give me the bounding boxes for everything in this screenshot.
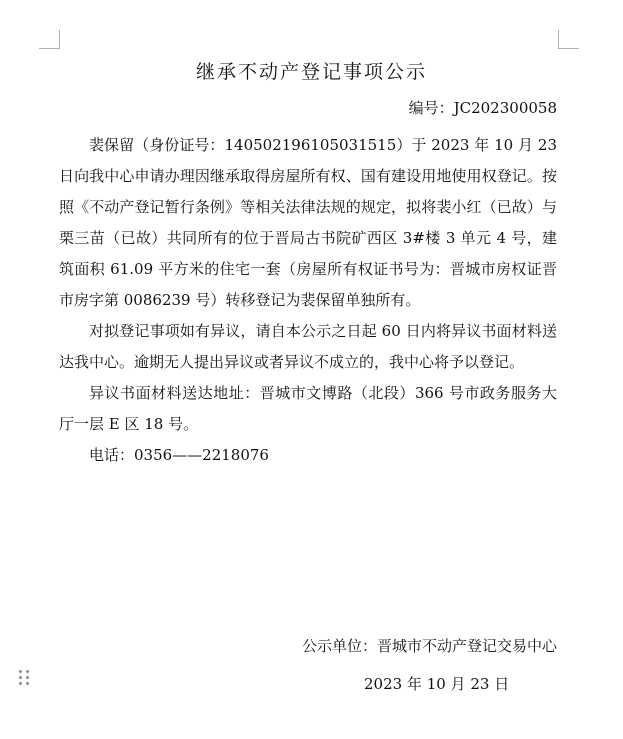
signature-date: 2023 年 10 月 23 日 (364, 675, 510, 693)
page-corner-mark-top-right (558, 30, 579, 49)
paragraph-phone: 电话：0356——2218076 (89, 446, 269, 464)
document-title: 继承不动产登记事项公示 (195, 61, 427, 83)
drag-handle-icon[interactable] (19, 670, 31, 688)
document-number: 编号：JC202300058 (408, 99, 557, 117)
paragraph-objection: 对拟登记事项如有异议，请自本公示之日起 60 日内将异议书面材料送达我中心。逾期无人提出异议或者异议不成立的，我中心将予以登记。 (59, 322, 557, 371)
signature-organization: 公示单位：晋城市不动产登记交易中心 (301, 637, 557, 655)
paragraph-address: 异议书面材料送达地址：晋城市文博路（北段）366 号市政务服务大厅一层 E 区 18 号。 (59, 384, 557, 433)
paragraph-application: 裴保留（身份证号：140502196105031515）于 2023 年 10 月 23 日向我中心申请办理因继承取得房屋所有权、国有建设用地使用权登记。按照《不动产登记暂行条例》等相关法律法规的规定，拟将裴小红（已故）与栗三苗（已故）共同所有的位于晋局古书院矿西区 3#楼 3 单元 4 号，建筑面积 61.09 平方米的住宅一套（房屋所有权证书号为：晋城市房权证晋市房字第 0086239 号）转移登记为裴保留单独所有。 (59, 136, 557, 309)
page-corner-mark-top-left (39, 30, 60, 49)
document-body (59, 130, 557, 471)
